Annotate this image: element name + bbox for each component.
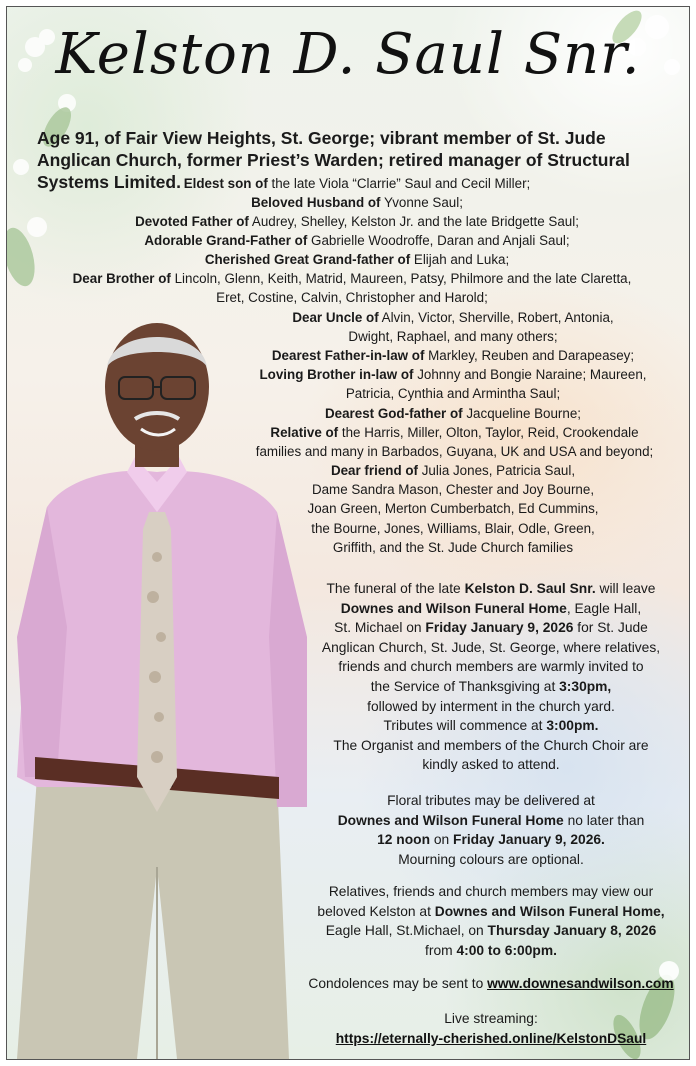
live-streaming: Live streaming: https://eternally-cherished.online/KelstonDSaul <box>335 1011 647 1046</box>
relation-godfather: Dearest God-father of Jacqueline Bourne; <box>324 406 582 421</box>
live-streaming-link[interactable]: https://eternally-cherished.online/KelstonDSaul <box>335 1030 647 1046</box>
subtitle-summary: Age 91, of Fair View Heights, St. George; vibrant member of St. Jude Anglican Church, former Priest’s Warden; retired manager of Structural Systems Limited. <box>37 128 630 192</box>
condolences-line: Condolences may be sent to www.downesandwilson.com <box>308 976 674 991</box>
relation-friend: Dear friend of Julia Jones, Patricia Saul, Dame Sandra Mason, Chester and Joy Bourne, Joan Green, Merton Cumberbatch, Ed Cummins, the Bourne, Jones, Williams, Blair, Odle, Green, Griffith, and the St. Jude Church families <box>307 463 599 555</box>
relation-great-grandfather: Cherished Great Grand-father of Elijah and Luka; <box>204 252 510 267</box>
relation-uncle: Dear Uncle of Alvin, Victor, Sherville, Robert, Antonia, Dwight, Raphael, and many others; <box>292 310 614 345</box>
relation-grandfather: Adorable Grand-Father of Gabrielle Woodroffe, Daran and Anjali Saul; <box>144 233 570 248</box>
funeral-details: The funeral of the late Kelston D. Saul Snr. will leave Downes and Wilson Funeral Home, Eagle Hall, St. Michael on Friday January 9, 2026 for St. Jude Anglican Church, St. Jude, St. George, where relatives, friends and church members are warmly invited to the Service of Thanksgiving at 3:30pm, followed by interment in the church yard. Tributes will commence at 3:00pm. The Organist and members of the Church Choir are kindly asked to attend. <box>321 581 661 773</box>
deceased-name-title: Kelston D. Saul Snr. <box>55 22 641 87</box>
relation-brother: Dear Brother of Lincoln, Glenn, Keith, Matrid, Maureen, Patsy, Philmore and the late Claretta, Eret, Costine, Calvin, Christopher and Harold; <box>72 271 632 306</box>
relation-eldest-son: Eldest son of the late Viola “Clarrie” Saul and Cecil Miller; <box>183 176 531 191</box>
relation-father: Devoted Father of Audrey, Shelley, Kelston Jr. and the late Bridgette Saul; <box>135 214 579 229</box>
relation-husband: Beloved Husband of Yvonne Saul; <box>251 195 463 210</box>
relation-father-in-law: Dearest Father-in-law of Markley, Reuben and Darapeasey; <box>271 348 635 363</box>
viewing-details: Relatives, friends and church members may view our beloved Kelston at Downes and Wilson Funeral Home, Eagle Hall, St.Michael, on Thursday January 8, 2026 from 4:00 to 6:00pm. <box>317 884 665 958</box>
obituary-page <box>6 6 690 1060</box>
floral-tributes: Floral tributes may be delivered at Downes and Wilson Funeral Home no later than 12 noon on Friday January 9, 2026. Mourning colours are optional. <box>337 793 645 867</box>
relation-relative: Relative of the Harris, Miller, Olton, Taylor, Reid, Crookendale families and many in Barbados, Guyana, UK and USA and beyond; <box>255 425 654 460</box>
condolences-link[interactable]: www.downesandwilson.com <box>487 976 674 991</box>
relation-brother-in-law: Loving Brother in-law of Johnny and Bongie Naraine; Maureen, Patricia, Cynthia and Armintha Saul; <box>259 367 647 402</box>
